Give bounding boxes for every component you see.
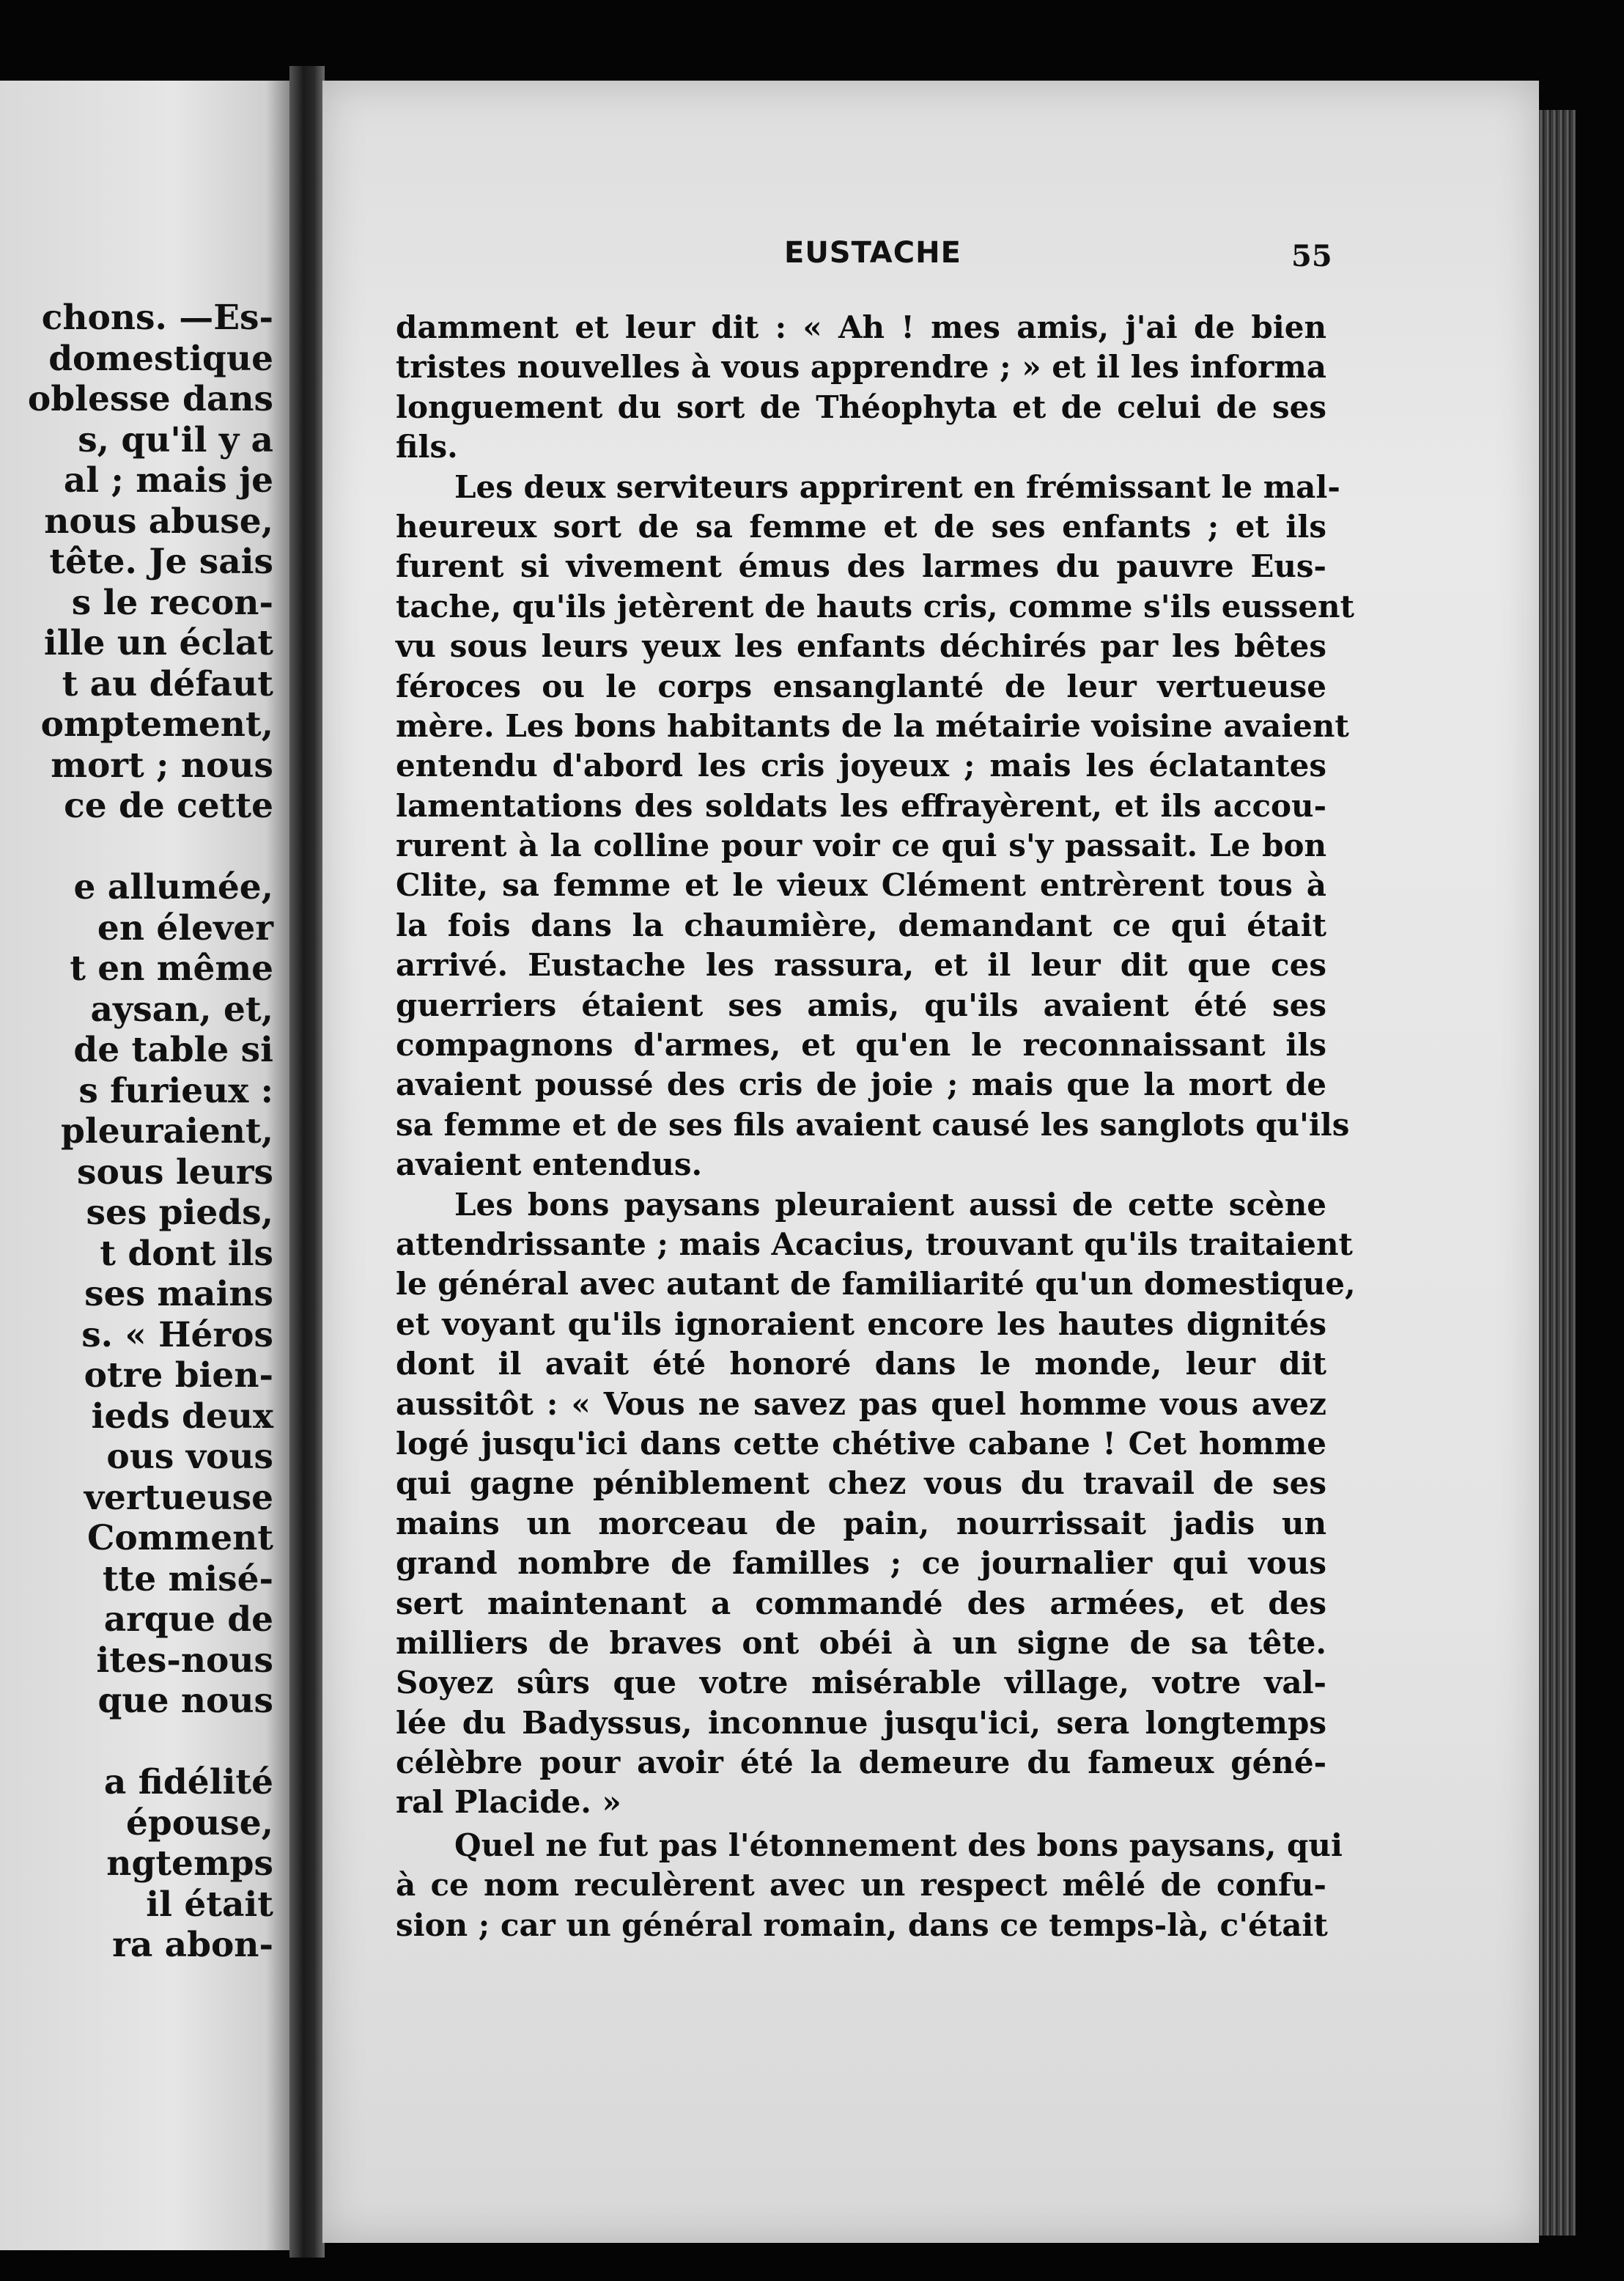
text-line: ral Placide. » xyxy=(396,1784,621,1821)
facing-line: ses mains xyxy=(84,1274,273,1314)
facing-line: en élever xyxy=(97,907,273,948)
facing-page-left xyxy=(0,81,289,2250)
text-line: arrivé. Eustache les rassura, et il leur dit que ces xyxy=(396,947,1326,984)
facing-line: que nous xyxy=(97,1681,273,1721)
text-line: Quel ne fut pas l'étonnement des bons paysans, qui xyxy=(454,1827,1343,1863)
text-line: lamentations des soldats les effrayèrent, et ils accou- xyxy=(396,787,1326,824)
facing-line: épouse, xyxy=(125,1802,273,1843)
text-line: féroces ou le corps ensanglanté de leur vertueuse xyxy=(396,668,1326,704)
text-line: heureux sort de sa femme et de ses enfants ; et ils xyxy=(396,508,1326,545)
text-line: rurent à la colline pour voir ce qui s'y passait. Le bon xyxy=(396,828,1326,864)
facing-line: t au défaut xyxy=(62,663,273,704)
facing-line xyxy=(0,1722,273,1763)
facing-line: s. « Héros xyxy=(81,1314,273,1355)
text-line: tache, qu'ils jetèrent de hauts cris, comme s'ils eussent xyxy=(396,588,1354,624)
text-line: longuement du sort de Théophyta et de celui de ses xyxy=(396,388,1326,425)
running-head: EUSTACHE xyxy=(784,236,962,270)
facing-line: de table si xyxy=(73,1030,273,1070)
text-line: mains un morceau de pain, nourrissait jadis un xyxy=(396,1505,1326,1541)
text-line: sa femme et de ses fils avaient causé les sanglots qu'ils xyxy=(396,1106,1350,1143)
facing-line: pleuraient, xyxy=(60,1111,273,1151)
facing-line: s, qu'il y a xyxy=(78,419,273,460)
text-line: la fois dans la chaumière, demandant ce qui était xyxy=(396,907,1326,943)
facing-line xyxy=(0,827,273,868)
facing-line: omptement, xyxy=(40,704,273,745)
text-line: et voyant qu'ils ignoraient encore les hautes dignités xyxy=(396,1305,1326,1342)
text-line: qui gagne péniblement chez vous du travail de ses xyxy=(396,1465,1326,1502)
facing-line: tête. Je sais xyxy=(49,542,273,582)
text-line: entendu d'abord les cris joyeux ; mais les éclatantes xyxy=(396,748,1326,784)
facing-line: al ; mais je xyxy=(63,460,273,501)
text-line: Soyez sûrs que votre misérable village, votre val- xyxy=(396,1665,1326,1701)
text-line: guerriers étaient ses amis, qu'ils avaient été ses xyxy=(396,987,1326,1023)
page-number: 55 xyxy=(1291,239,1332,273)
facing-line: ses pieds, xyxy=(86,1193,273,1233)
facing-line: a fidélité xyxy=(103,1762,273,1802)
facing-line: arque de xyxy=(103,1599,273,1640)
facing-line: ous vous xyxy=(106,1437,273,1477)
text-line: Les bons paysans pleuraient aussi de cette scène xyxy=(454,1186,1326,1223)
facing-line: chons. —Es- xyxy=(41,298,273,338)
facing-line: e allumée, xyxy=(73,867,273,907)
facing-line: sous leurs xyxy=(77,1151,273,1193)
text-line: Clite, sa femme et le vieux Clément entrèrent tous à xyxy=(396,867,1326,904)
facing-line: ieds deux xyxy=(91,1396,273,1437)
facing-line: s furieux : xyxy=(78,1070,273,1111)
facing-line: mort ; nous xyxy=(51,745,273,786)
facing-line: otre bien- xyxy=(84,1355,273,1396)
facing-line: t en même xyxy=(70,948,273,989)
text-line: tristes nouvelles à vous apprendre ; » et il les informa xyxy=(396,349,1326,386)
text-line: fils. xyxy=(396,429,458,465)
text-line: damment et leur dit : « Ah ! mes amis, j'ai de bien xyxy=(396,309,1326,345)
facing-line: nous abuse, xyxy=(44,501,273,542)
facing-line: il était xyxy=(146,1884,273,1925)
text-line: dont il avait été honoré dans le monde, leur dit xyxy=(396,1346,1326,1382)
text-line: compagnons d'armes, et qu'en le reconnaissant ils xyxy=(396,1027,1326,1064)
text-line: le général avec autant de familiarité qu'un domestique, xyxy=(396,1266,1356,1302)
facing-line: s le recon- xyxy=(71,582,273,623)
text-line: vu sous leurs yeux les enfants déchirés par les bêtes xyxy=(396,628,1326,665)
book-gutter xyxy=(289,66,325,2258)
text-line: furent si vivement émus des larmes du pauvre Eus- xyxy=(396,548,1326,585)
facing-line: Comment xyxy=(86,1518,273,1558)
facing-line: vertueuse xyxy=(84,1477,273,1518)
text-line: milliers de braves ont obéi à un signe de sa tête. xyxy=(396,1624,1326,1661)
text-line: sert maintenant a commandé des armées, et des xyxy=(396,1585,1326,1621)
text-line: célèbre pour avoir été la demeure du fameux géné- xyxy=(396,1744,1326,1781)
facing-line: ce de cette xyxy=(64,786,273,826)
facing-line: ites-nous xyxy=(96,1640,273,1681)
facing-page-text xyxy=(0,298,273,1966)
page-edges xyxy=(1539,110,1576,2236)
text-line: attendrissante ; mais Acacius, trouvant qu'ils traitaient xyxy=(396,1226,1353,1262)
text-line: logé jusqu'ici dans cette chétive cabane ! Cet homme xyxy=(396,1425,1326,1462)
text-line: lée du Badyssus, inconnue jusqu'ici, sera longtemps xyxy=(396,1704,1326,1741)
page-body-text xyxy=(396,308,1356,1945)
text-line: Les deux serviteurs apprirent en frémissant le mal- xyxy=(454,468,1340,505)
facing-line: ra abon- xyxy=(112,1925,273,1965)
text-line: sion ; car un général romain, dans ce temps-là, c'était xyxy=(396,1906,1328,1943)
facing-line: domestique xyxy=(48,338,273,379)
facing-line: tte misé- xyxy=(102,1558,273,1599)
facing-line: aysan, et, xyxy=(90,989,273,1030)
text-line: avaient entendus. xyxy=(396,1146,703,1183)
text-line: aussitôt : « Vous ne savez pas quel homme vous avez xyxy=(396,1385,1326,1422)
text-line: mère. Les bons habitants de la métairie voisine avaient xyxy=(396,707,1349,744)
facing-line: ngtemps xyxy=(106,1843,273,1884)
facing-line: oblesse dans xyxy=(27,379,273,419)
text-line: grand nombre de familles ; ce journalier qui vous xyxy=(396,1545,1326,1582)
text-line: à ce nom reculèrent avec un respect mêlé de confu- xyxy=(396,1867,1326,1904)
facing-line: ille un éclat xyxy=(43,623,273,663)
text-line: avaient poussé des cris de joie ; mais que la mort de xyxy=(396,1066,1326,1103)
facing-line: t dont ils xyxy=(100,1233,273,1274)
